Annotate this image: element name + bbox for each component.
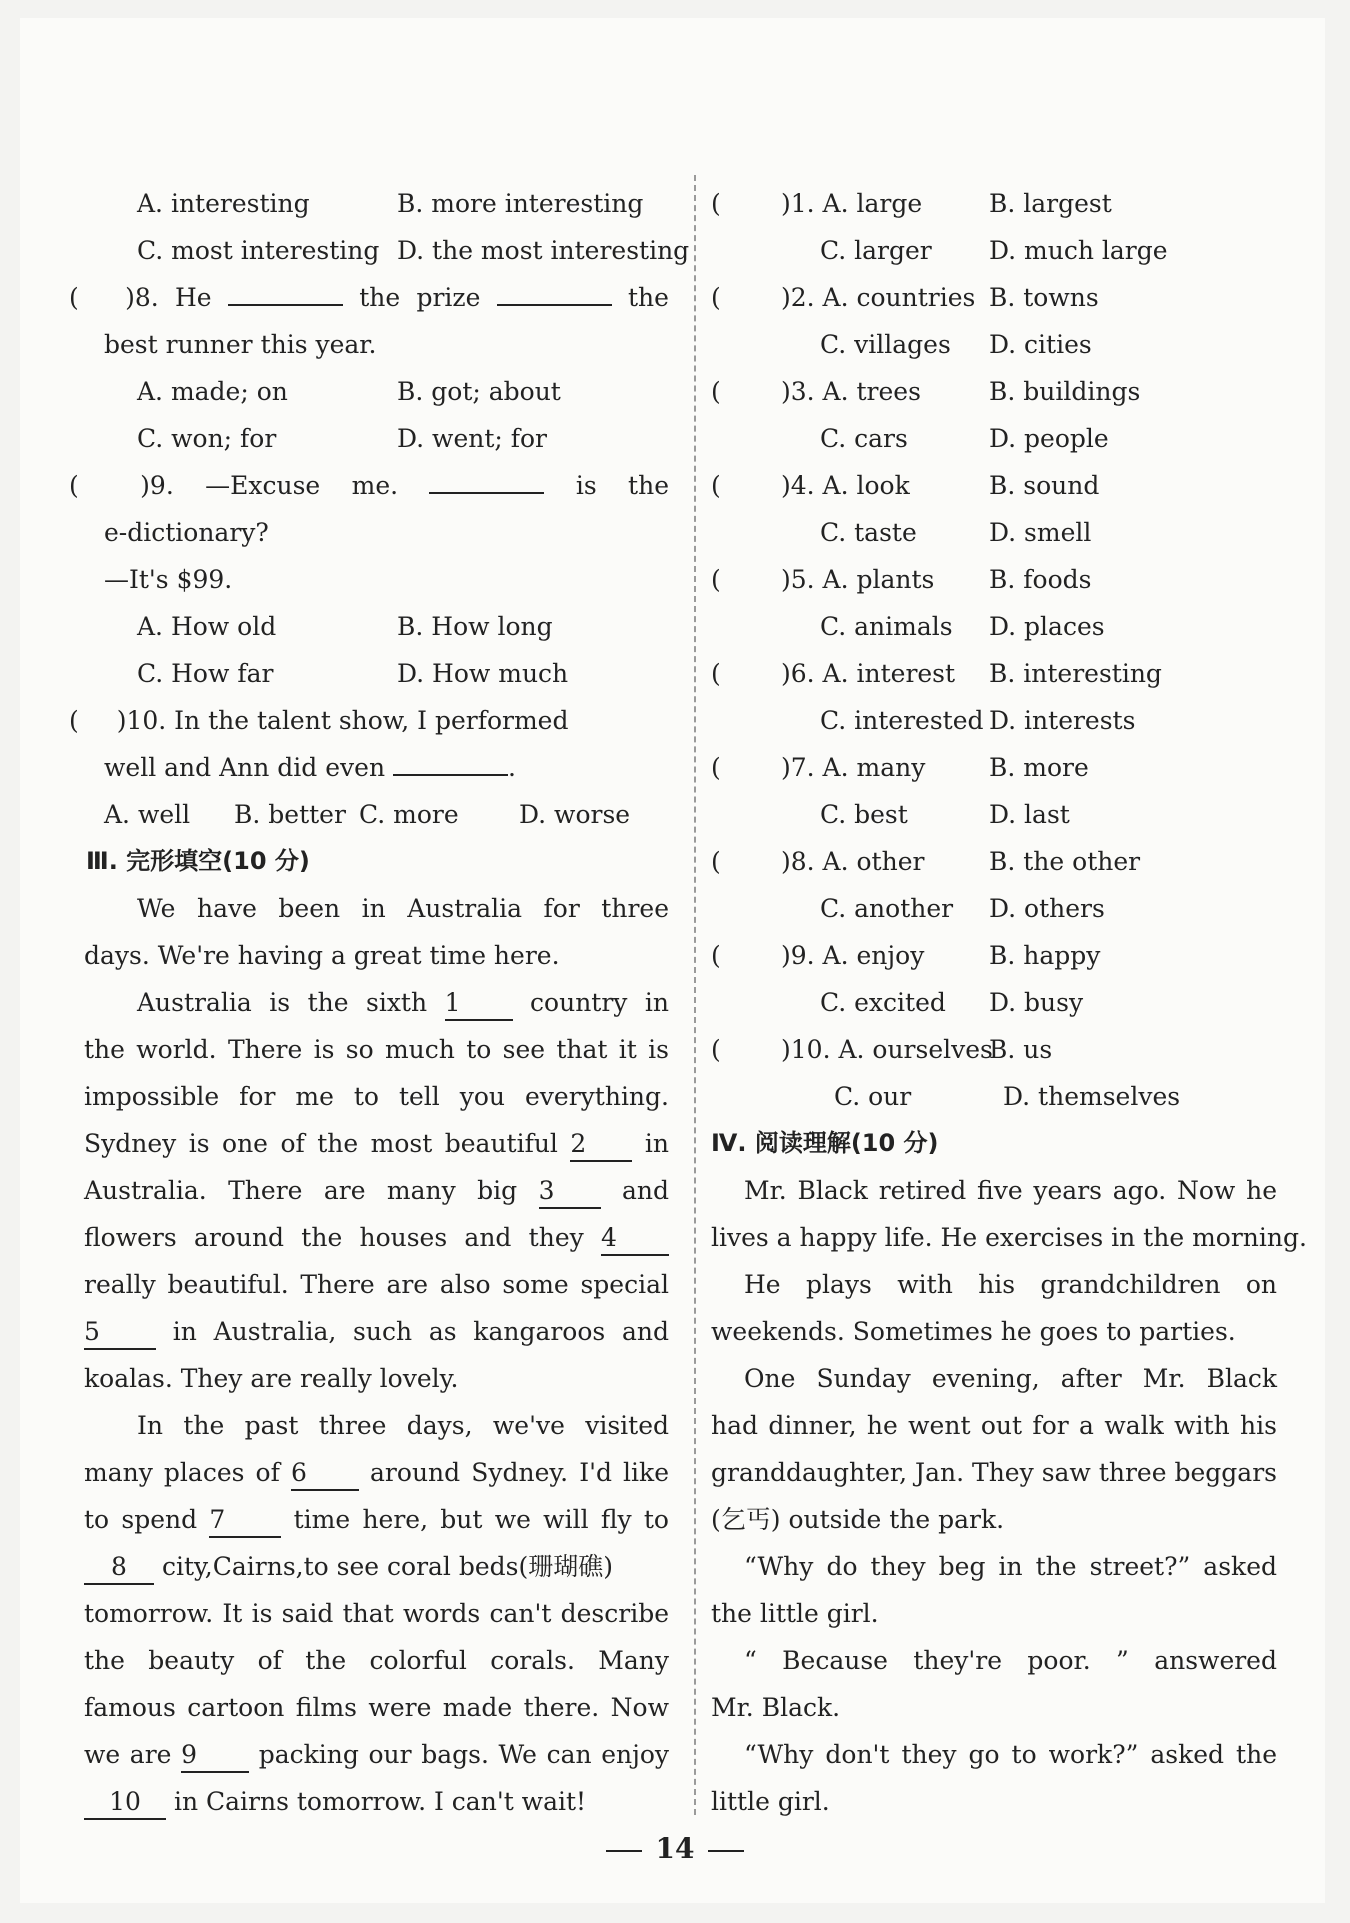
- passage-line: [84, 1167, 669, 1214]
- page-number-text: 14: [655, 1832, 695, 1865]
- option-d: D. much large: [989, 236, 1168, 265]
- option-c: C. taste: [820, 518, 917, 547]
- q7-option-b: B. more interesting: [397, 189, 644, 218]
- q9-options-row1: [104, 603, 669, 650]
- option-d: D. last: [989, 800, 1070, 829]
- reading-line: “ Because they're poor. ” answered: [744, 1646, 1277, 1675]
- passage-line: [84, 1308, 669, 1355]
- q10-cont: [104, 744, 669, 791]
- option-a: )7. A. many: [781, 753, 926, 782]
- cloze-question-2-row2: [711, 321, 1277, 368]
- q9-option-b: B. How long: [397, 612, 553, 641]
- passage-text: around Sydney. I'd like: [370, 1458, 669, 1487]
- q7-options-row2: [104, 227, 690, 274]
- cloze-blank-4[interactable]: 4: [601, 1222, 669, 1256]
- passage-line: [84, 1778, 669, 1825]
- answer-paren[interactable]: (: [711, 1035, 721, 1064]
- option-c: C. interested: [820, 706, 984, 735]
- option-d: D. cities: [989, 330, 1092, 359]
- option-c: C. larger: [820, 236, 932, 265]
- cloze-question-7-row2: [711, 791, 1277, 838]
- page-number-dash: [708, 1850, 744, 1852]
- passage-text: Sydney is one of the most beautiful: [84, 1129, 558, 1158]
- passage-line: [84, 1496, 669, 1543]
- q8-paren: (: [69, 283, 79, 312]
- q9-end: is the: [575, 471, 669, 500]
- option-b: B. happy: [989, 941, 1101, 970]
- q8-option-c: C. won; for: [137, 424, 277, 453]
- cloze-question-10: [711, 1026, 1277, 1073]
- q10-option-a: A. well: [104, 800, 191, 829]
- cloze-question-6-row2: [711, 697, 1277, 744]
- cloze-blank-10[interactable]: 10: [84, 1786, 166, 1820]
- reading-line: (乞丐) outside the park.: [711, 1505, 1005, 1534]
- passage-line: the beauty of the colorful corals. Many: [84, 1646, 669, 1675]
- cloze-question-9-row2: [711, 979, 1277, 1026]
- cloze-question-9: [711, 932, 1277, 979]
- cloze-question-1-row2: [711, 227, 1277, 274]
- reading-line: He plays with his grandchildren on: [744, 1270, 1277, 1299]
- q9-options-row2: [104, 650, 669, 697]
- option-b: B. more: [989, 753, 1089, 782]
- reading-line: granddaughter, Jan. They saw three beggars: [711, 1458, 1277, 1487]
- reading-line: Mr. Black.: [711, 1693, 841, 1722]
- q8-option-a: A. made; on: [137, 377, 288, 406]
- q8-stem: [69, 274, 669, 321]
- cloze-blank-5[interactable]: 5: [84, 1316, 156, 1350]
- reading-line: weekends. Sometimes he goes to parties.: [711, 1317, 1236, 1346]
- option-a: )5. A. plants: [781, 565, 935, 594]
- option-a: )1. A. large: [781, 189, 923, 218]
- q9-answer: —It's $99.: [104, 565, 233, 594]
- option-b: B. foods: [989, 565, 1092, 594]
- q9-cont: e-dictionary?: [104, 518, 269, 547]
- passage-text: in Cairns tomorrow. I can't wait!: [173, 1787, 587, 1816]
- left-column: [69, 180, 690, 1825]
- option-d: D. others: [989, 894, 1105, 923]
- passage-line: [84, 1449, 669, 1496]
- q10-period: .: [508, 753, 516, 782]
- option-c: C. villages: [820, 330, 951, 359]
- answer-paren[interactable]: (: [711, 283, 721, 312]
- cloze-blank-7[interactable]: 7: [209, 1504, 281, 1538]
- q10-option-c: C. more: [359, 800, 459, 829]
- answer-paren[interactable]: (: [711, 565, 721, 594]
- option-a: )6. A. interest: [781, 659, 956, 688]
- passage-line: [84, 1543, 669, 1590]
- reading-line: the little girl.: [711, 1599, 879, 1628]
- q10-cont-text: well and Ann did even: [104, 753, 386, 782]
- reading-line: Mr. Black retired five years ago. Now he: [744, 1176, 1277, 1205]
- option-d: D. interests: [989, 706, 1136, 735]
- q7-option-a: A. interesting: [137, 189, 310, 218]
- option-b: B. interesting: [989, 659, 1162, 688]
- passage-text: city,Cairns,to see coral beds(珊瑚礁): [161, 1552, 614, 1581]
- q8-option-b: B. got; about: [397, 377, 561, 406]
- option-a: )9. A. enjoy: [781, 941, 925, 970]
- cloze-question-6: [711, 650, 1277, 697]
- q7-options-row1: [104, 180, 669, 227]
- q9-option-a: A. How old: [137, 612, 277, 641]
- option-b: B. largest: [989, 189, 1112, 218]
- answer-paren[interactable]: (: [711, 471, 721, 500]
- q8-options-row1: [104, 368, 669, 415]
- q9-option-d: D. How much: [397, 659, 569, 688]
- option-c: C. our: [834, 1082, 912, 1111]
- answer-paren[interactable]: (: [711, 753, 721, 782]
- passage-line: tomorrow. It is said that words can't describe: [84, 1599, 669, 1628]
- option-b: B. sound: [989, 471, 1100, 500]
- answer-paren[interactable]: (: [711, 941, 721, 970]
- cloze-question-5: [711, 556, 1277, 603]
- reading-line: “Why don't they go to work?” asked the: [744, 1740, 1277, 1769]
- option-b: B. us: [989, 1035, 1053, 1064]
- answer-paren[interactable]: (: [711, 189, 721, 218]
- passage-text: in: [644, 1129, 669, 1158]
- passage-text: in Australia, such as kangaroos and: [172, 1317, 669, 1346]
- option-c: C. excited: [820, 988, 946, 1017]
- passage-line: days. We're having a great time here.: [84, 941, 560, 970]
- passage-text: country in: [530, 988, 669, 1017]
- reading-line: One Sunday evening, after Mr. Black: [744, 1364, 1277, 1393]
- cloze-question-8-row2: [711, 885, 1277, 932]
- cloze-question-3-row2: [711, 415, 1277, 462]
- q8-blank-1[interactable]: [228, 274, 343, 306]
- cloze-question-1: [711, 180, 1277, 227]
- q8-number: )8. He: [125, 283, 212, 312]
- cloze-question-5-row2: [711, 603, 1277, 650]
- q10-blank[interactable]: [393, 744, 508, 776]
- passage-line: [84, 1214, 669, 1261]
- q8-blank-2[interactable]: [497, 274, 612, 306]
- option-d: D. busy: [989, 988, 1084, 1017]
- column-divider: [694, 175, 696, 1815]
- reading-line: had dinner, he went out for a walk with his: [711, 1411, 1277, 1440]
- q8-options-row2: [104, 415, 669, 462]
- cloze-question-8: [711, 838, 1277, 885]
- cloze-question-7: [711, 744, 1277, 791]
- passage-line: impossible for me to tell you everything.: [84, 1082, 669, 1111]
- passage-text: to spend: [84, 1505, 198, 1534]
- q9-number: )9. —Excuse me.: [140, 471, 399, 500]
- option-c: C. best: [820, 800, 908, 829]
- q9-option-c: C. How far: [137, 659, 274, 688]
- answer-paren[interactable]: (: [711, 377, 721, 406]
- passage-line: the world. There is so much to see that it is: [84, 1035, 669, 1064]
- passage-line: koalas. They are really lovely.: [84, 1364, 459, 1393]
- q10-options: [104, 791, 669, 838]
- passage-text: we are: [84, 1740, 172, 1769]
- q8-option-d: D. went; for: [397, 424, 548, 453]
- cloze-question-10-row2: [711, 1073, 1277, 1120]
- option-c: C. cars: [820, 424, 908, 453]
- reading-line: lives a happy life. He exercises in the morning.: [711, 1223, 1307, 1252]
- option-c: C. another: [820, 894, 954, 923]
- reading-line: “Why do they beg in the street?” asked: [744, 1552, 1277, 1581]
- q10-stem: [69, 697, 669, 744]
- option-a: )4. A. look: [781, 471, 910, 500]
- passage-text: Australia is the sixth: [137, 988, 428, 1017]
- option-c: C. animals: [820, 612, 953, 641]
- q8-end: the: [628, 283, 669, 312]
- passage-text: Australia. There are many big: [84, 1176, 518, 1205]
- passage-text: many places of: [84, 1458, 280, 1487]
- cloze-question-3: [711, 368, 1277, 415]
- option-a: )3. A. trees: [781, 377, 921, 406]
- cloze-blank-8[interactable]: 8: [84, 1551, 154, 1585]
- passage-line: really beautiful. There are also some special: [84, 1270, 669, 1299]
- passage-text: flowers around the houses and they: [84, 1223, 584, 1252]
- q10-number: )10. In the talent show, I performed: [116, 706, 569, 735]
- option-b: B. towns: [989, 283, 1099, 312]
- q8-cont: best runner this year.: [104, 330, 377, 359]
- passage-text: time here, but we will fly to: [293, 1505, 669, 1534]
- passage-line: [84, 1731, 669, 1778]
- q9-blank[interactable]: [429, 462, 544, 494]
- cloze-blank-1[interactable]: 1: [445, 987, 513, 1021]
- passage-line: [104, 979, 669, 1026]
- q9-stem: [69, 462, 669, 509]
- cloze-question-4-row2: [711, 509, 1277, 556]
- option-d: D. people: [989, 424, 1109, 453]
- right-column: [711, 180, 1307, 1825]
- section-4-title: Ⅳ. 阅读理解(10 分): [711, 1129, 939, 1157]
- q10-option-b: B. better: [234, 800, 346, 829]
- cloze-blank-6[interactable]: 6: [291, 1457, 359, 1491]
- option-d: D. places: [989, 612, 1105, 641]
- q8-mid: the prize: [359, 283, 481, 312]
- cloze-blank-3[interactable]: 3: [539, 1175, 601, 1209]
- passage-line: We have been in Australia for three: [137, 894, 669, 923]
- section-3-title: Ⅲ. 完形填空(10 分): [86, 847, 310, 875]
- passage-line: famous cartoon films were made there. Now: [84, 1693, 669, 1722]
- passage-line: [84, 1120, 669, 1167]
- cloze-blank-9[interactable]: 9: [181, 1739, 249, 1773]
- option-a: )2. A. countries: [781, 283, 976, 312]
- cloze-question-2: [711, 274, 1277, 321]
- cloze-blank-2[interactable]: 2: [570, 1128, 632, 1162]
- q7-option-c: C. most interesting: [137, 236, 380, 265]
- cloze-question-4: [711, 462, 1277, 509]
- q10-paren: (: [69, 706, 79, 735]
- passage-text: and: [621, 1176, 669, 1205]
- option-d: D. smell: [989, 518, 1092, 547]
- q10-option-d: D. worse: [519, 800, 631, 829]
- page-number-dash: [606, 1850, 642, 1852]
- q7-option-d: D. the most interesting: [397, 236, 690, 265]
- option-a: )10. A. ourselves: [781, 1035, 993, 1064]
- answer-paren[interactable]: (: [711, 847, 721, 876]
- option-a: )8. A. other: [781, 847, 925, 876]
- option-d: D. themselves: [1003, 1082, 1181, 1111]
- passage-text: packing our bags. We can enjoy: [258, 1740, 670, 1769]
- passage-line: In the past three days, we've visited: [137, 1411, 669, 1440]
- page-number: [0, 1832, 1350, 1865]
- option-b: B. buildings: [989, 377, 1141, 406]
- q9-paren: (: [69, 471, 79, 500]
- reading-line: little girl.: [711, 1787, 830, 1816]
- answer-paren[interactable]: (: [711, 659, 721, 688]
- option-b: B. the other: [989, 847, 1141, 876]
